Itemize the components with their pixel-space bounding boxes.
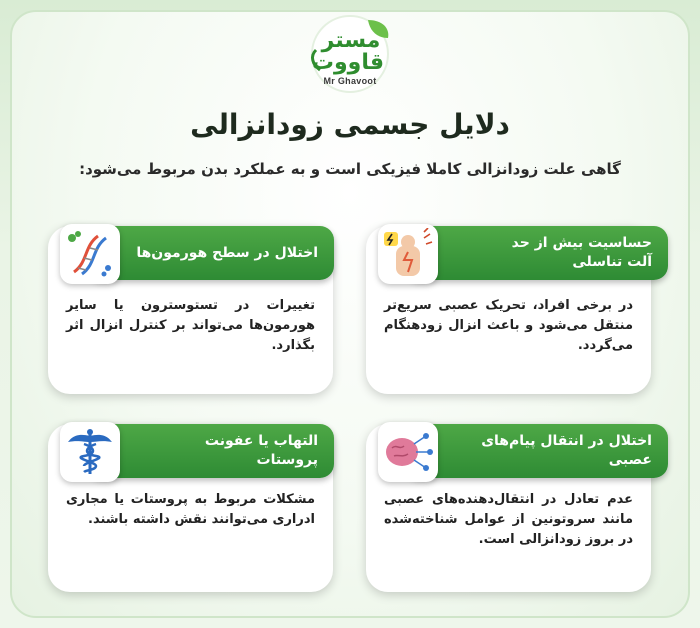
card-heading-line2: عصبی — [608, 452, 652, 468]
page-title: دلایل جسمی زودانزالی — [190, 108, 510, 141]
card-heading-line1: اختلال در انتقال پیام‌های — [481, 433, 652, 449]
card-heading-banner — [406, 226, 668, 280]
card-heading-line2: پروستات — [256, 452, 318, 468]
brain-network-icon — [378, 422, 438, 482]
card-body: تغییرات در تستوسترون یا سایر هورمون‌ها می‌تواند بر کنترل انزال اثر بگذارد. — [66, 298, 315, 353]
logo-english: Mr Ghavoot — [323, 76, 377, 86]
nerve-sensitivity-icon — [378, 224, 438, 284]
card-body: عدم تعادل در انتقال‌دهنده‌های عصبی مانند سروتونین از عوامل شناخته‌شده در بروز زودانزالی است. — [384, 492, 633, 547]
card-heading-line1: اختلال در سطح هورمون‌ها — [136, 244, 318, 261]
card-heading-line1: التهاب یا عفونت — [204, 433, 318, 449]
logo-persian-bottom: قاووت — [311, 50, 384, 75]
card-heading-line2: آلت تناسلی — [572, 254, 652, 270]
caduceus-icon — [60, 422, 120, 482]
logo-persian-top: مستر — [321, 28, 381, 53]
dna-hormone-icon — [60, 224, 120, 284]
card-body: در برخی افراد، تحریک عصبی سریع‌تر منتقل می‌شود و باعث انزال زودهنگام می‌گردد. — [384, 298, 633, 353]
page-subtitle: گاهی علت زودانزالی کاملا فیزیکی است و به عملکرد بدن مربوط می‌شود: — [79, 160, 621, 178]
card-heading-banner — [88, 226, 334, 280]
card-heading-banner — [88, 424, 334, 478]
card-heading-banner — [406, 424, 668, 478]
card-body: مشکلات مربوط به پروستات یا مجاری ادراری می‌توانند نقش داشته باشند. — [66, 492, 315, 527]
card-heading-line1: حساسیت بیش از حد — [511, 235, 652, 251]
logo — [298, 14, 402, 102]
